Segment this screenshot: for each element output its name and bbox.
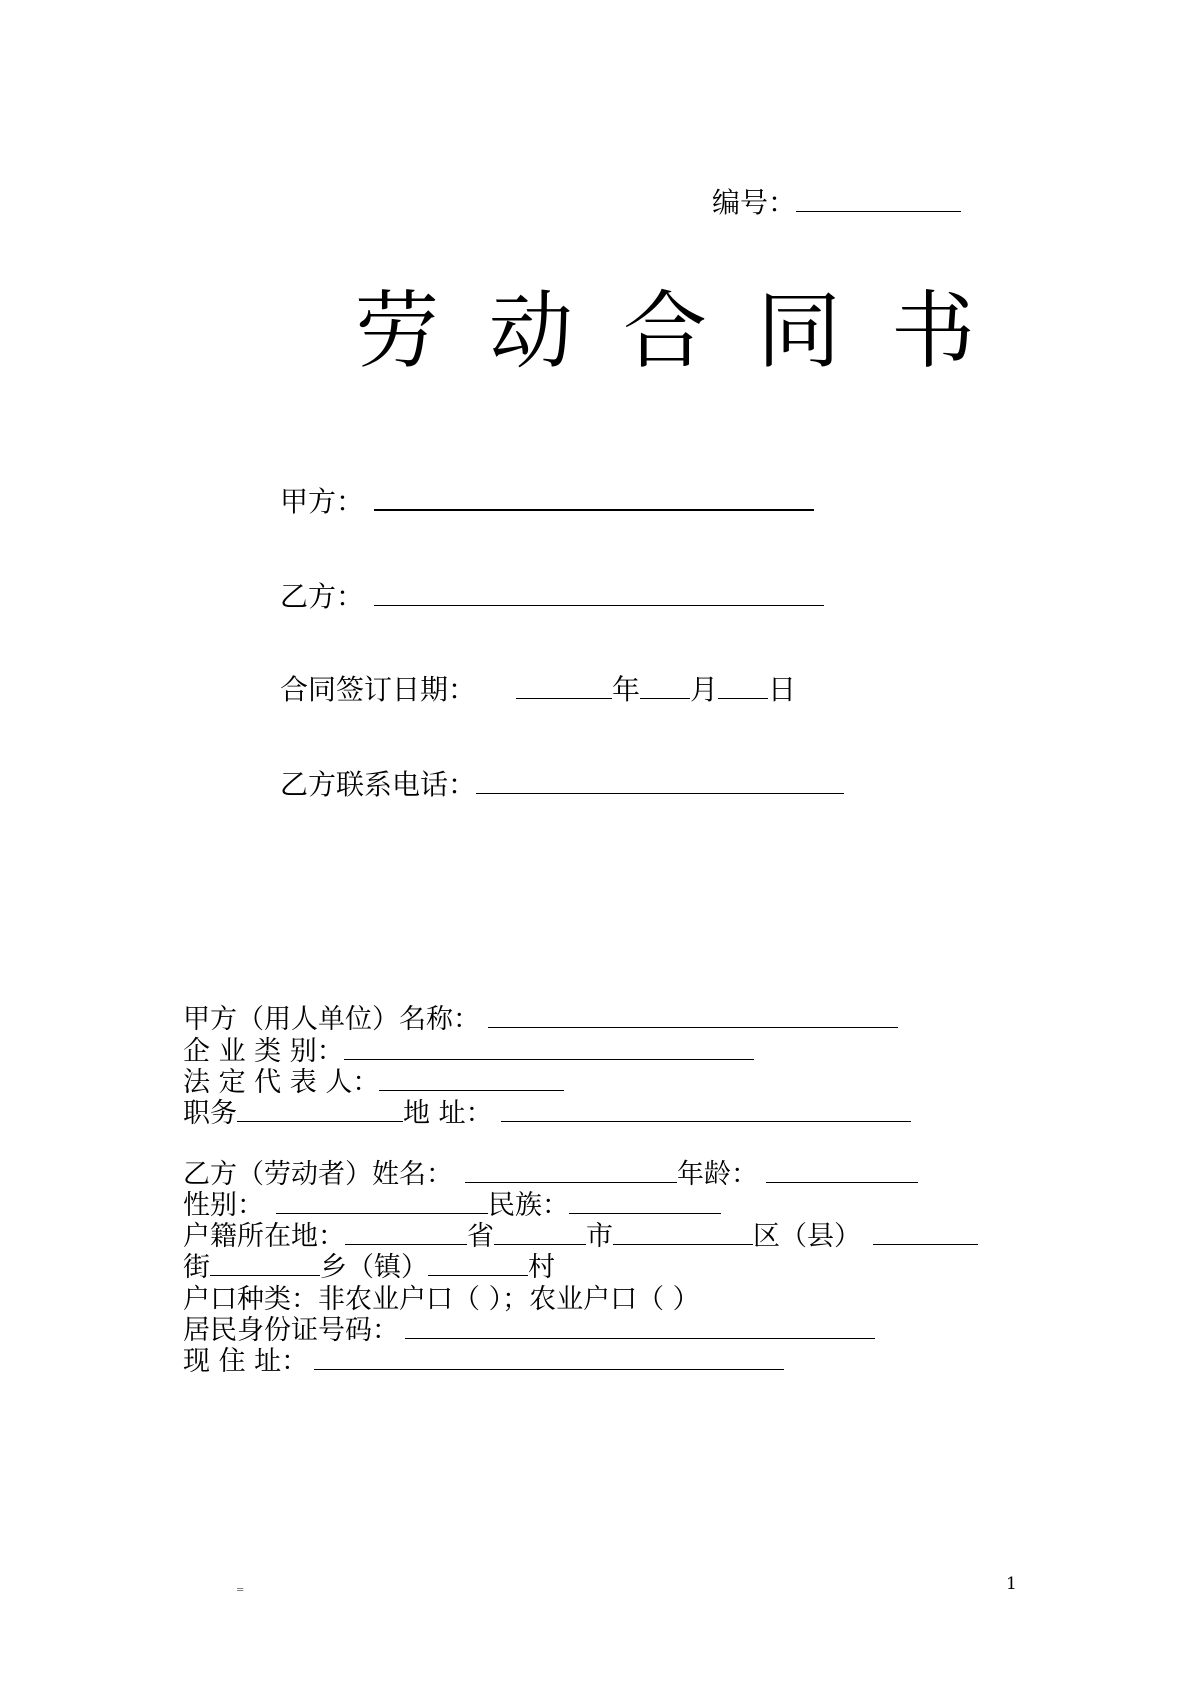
day-label: 日: [768, 673, 797, 706]
employee-name-row: [183, 1160, 918, 1190]
month-label: 月: [690, 673, 719, 706]
address-label: 地 址：: [403, 1098, 493, 1129]
employer-name-row: [183, 1005, 898, 1035]
village-label: 村: [528, 1252, 555, 1283]
title-char: 劳: [355, 282, 440, 380]
town-label: 乡（镇）: [320, 1252, 428, 1283]
ethnic-blank: [569, 1212, 721, 1214]
position-label: 职务: [183, 1098, 237, 1129]
address-blank: [501, 1120, 911, 1122]
employer-position-row: [183, 1099, 911, 1129]
party-a-blank: [374, 508, 814, 511]
hukou-type-text: 户口种类：非农业户口（ ）；农业户口（ ）: [183, 1284, 700, 1315]
position-blank: [237, 1120, 403, 1122]
employer-rep-row: [183, 1068, 564, 1098]
street-blank: [210, 1274, 320, 1276]
ethnic-label: 民族：: [488, 1190, 569, 1221]
age-label: 年龄：: [677, 1159, 758, 1190]
party-a-label: 甲方：: [280, 485, 365, 518]
employee-gender-row: [183, 1191, 721, 1221]
title-char: 同: [757, 282, 842, 380]
employer-rep-blank: [379, 1089, 564, 1091]
cover-phone-row: [280, 768, 844, 802]
employee-name-label: 乙方（劳动者）姓名：: [183, 1159, 453, 1190]
page-number: 1: [1006, 1574, 1017, 1594]
residence-blank: [314, 1368, 784, 1370]
serial-number-row: [712, 186, 961, 220]
gender-label: 性别：: [183, 1190, 264, 1221]
province-blank: [345, 1243, 467, 1245]
employee-hukou-row: [183, 1222, 978, 1252]
age-blank: [766, 1181, 918, 1183]
street-label: 街: [183, 1252, 210, 1283]
employee-hukou-type-row: [183, 1285, 700, 1315]
month-blank: [640, 697, 690, 699]
district-blank: [613, 1243, 753, 1245]
title-char: 书: [891, 282, 976, 380]
cover-party-a-row: [280, 485, 814, 519]
employer-name-label: 甲方（用人单位）名称：: [183, 1004, 480, 1035]
employee-residence-row: [183, 1347, 784, 1377]
serial-blank: [796, 210, 961, 212]
year-blank: [516, 697, 612, 699]
employer-rep-label: 法 定 代 表 人：: [183, 1067, 380, 1098]
gender-blank: [276, 1212, 488, 1214]
document-title: [355, 282, 976, 380]
employer-name-blank: [488, 1026, 898, 1028]
district-tail-blank: [873, 1243, 978, 1245]
id-no-blank: [405, 1337, 875, 1339]
employer-type-blank: [344, 1058, 754, 1060]
cover-party-b-row: [280, 580, 824, 614]
serial-label: 编号：: [712, 186, 797, 219]
city-label: 市: [586, 1221, 613, 1252]
cover-sign-date-row: [280, 673, 796, 707]
day-blank: [718, 697, 768, 699]
title-char: 动: [489, 282, 574, 380]
hukou-loc-label: 户籍所在地：: [183, 1221, 345, 1252]
sign-date-label: 合同签订日期：: [280, 673, 477, 706]
phone-blank: [476, 792, 844, 794]
town-blank: [428, 1274, 528, 1276]
title-char: 合: [623, 282, 708, 380]
province-label: 省: [467, 1221, 494, 1252]
district-label: 区（县）: [753, 1221, 861, 1252]
city-blank: [494, 1243, 586, 1245]
year-label: 年: [612, 673, 641, 706]
party-b-label: 乙方：: [280, 580, 365, 613]
employer-type-row: [183, 1037, 754, 1067]
phone-label: 乙方联系电话：: [280, 768, 477, 801]
employee-name-blank: [465, 1181, 677, 1183]
residence-label: 现 住 址：: [183, 1346, 309, 1377]
employee-street-row: [183, 1253, 555, 1283]
id-no-label: 居民身份证号码：: [183, 1315, 399, 1346]
employer-type-label: 企 业 类 别：: [183, 1036, 344, 1067]
employee-id-row: [183, 1316, 875, 1346]
party-b-blank: [374, 604, 824, 606]
footer-mark: =: [236, 1585, 245, 1596]
